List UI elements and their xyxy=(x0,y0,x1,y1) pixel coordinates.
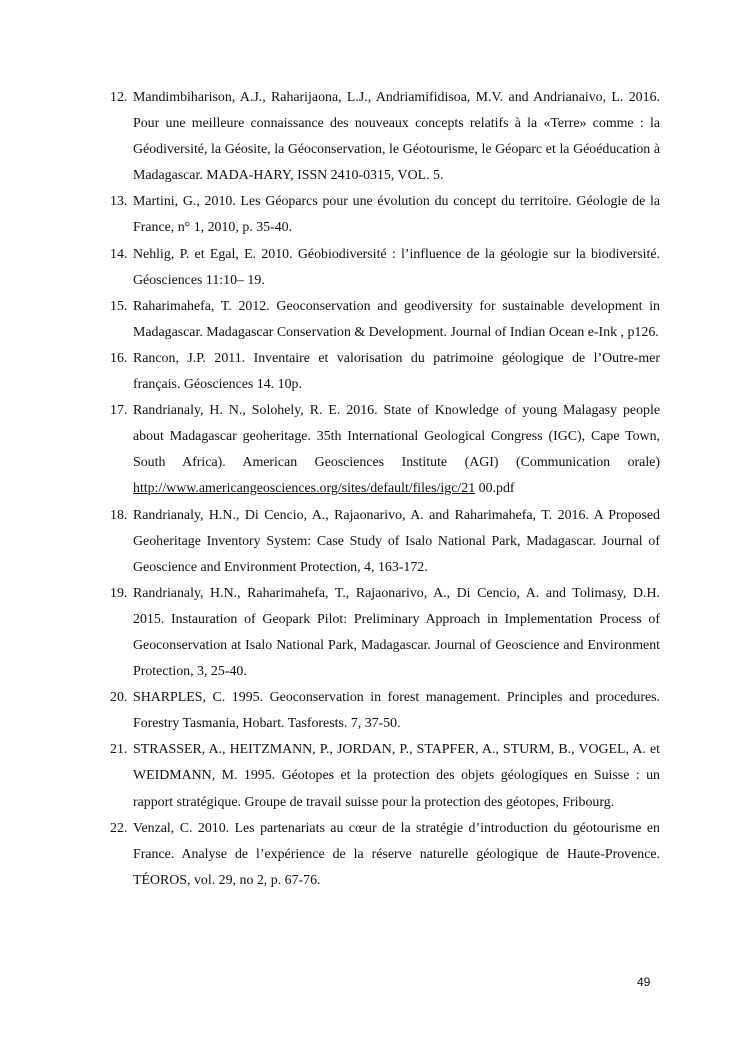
reference-url-link[interactable]: http://www.americangeosciences.org/sites/default/files/igc/21 xyxy=(133,481,476,497)
reference-number: 22. xyxy=(110,820,128,836)
reference-number: 12. xyxy=(110,90,128,105)
reference-number: 14. xyxy=(110,246,128,262)
reference-text: Randrianaly, H. N., Solohely, R. E. 2016. State of Knowledge of young Malagasy people about Madagascar geoheritage. 35th International Geological Congress (IGC), Cape Town, South Africa). American Geosciences Institute (AGI) (Communication orale) xyxy=(133,403,660,471)
reference-item xyxy=(110,737,660,815)
reference-item xyxy=(110,294,660,346)
reference-item xyxy=(110,503,660,581)
reference-text: Raharimahefa, T. 2012. Geoconservation and geodiversity for sustainable development in Madagascar. Madagascar Conservation & Development. Journal of Indian Ocean e-Ink , p126. xyxy=(133,298,660,340)
page-number: 49 xyxy=(637,975,651,989)
reference-text: Randrianaly, H.N., Raharimahefa, T., Rajaonarivo, A., Di Cencio, A. and Tolimasy, D.H. 2015. Instauration of Geopark Pilot: Preliminary Approach in Implementation Process of Geoconservation at Isalo National Park, Madagascar. Journal of Geoscience and Environment Protection, 3, 25-40. xyxy=(133,585,660,680)
reference-number: 16. xyxy=(110,350,128,366)
reference-item xyxy=(110,85,660,189)
reference-item xyxy=(110,189,660,241)
reference-text: Nehlig, P. et Egal, E. 2010. Géobiodiversité : l’influence de la géologie sur la biodiversité. Géosciences 11:10– 19. xyxy=(133,246,660,288)
reference-text: STRASSER, A., HEITZMANN, P., JORDAN, P., STAPFER, A., STURM, B., VOGEL, A. et WEIDMANN, M. 1995. Géotopes et la protection des objets géologiques en Suisse : un rapport stratégique. Groupe de travail suisse pour la protection des géotopes, Fribourg. xyxy=(133,742,660,810)
reference-text: SHARPLES, C. 1995. Geoconservation in forest management. Principles and procedures. Forestry Tasmania, Hobart. Tasforests. 7, 37-50. xyxy=(133,690,660,732)
reference-number: 20. xyxy=(110,690,128,706)
reference-number: 19. xyxy=(110,585,128,601)
reference-number: 17. xyxy=(110,403,128,419)
reference-number: 18. xyxy=(110,507,128,523)
reference-number: 21. xyxy=(110,742,128,758)
reference-url-tail: 00.pdf xyxy=(475,481,515,497)
reference-text: Mandimbiharison, A.J., Raharijaona, L.J., Andriamifidisoa, M.V. and Andrianaivo, L. 2016. Pour une meilleure connaissance des nouveaux concepts relatifs à la «Terre» comme : la Géodiversité, la Géosite, la Géoconservation, le Géotourisme, le Géoparc et la Géoéducation à Madagascar. MADA-HARY, ISSN 2410-0315, VOL. 5. xyxy=(133,90,660,184)
reference-item xyxy=(110,816,660,894)
reference-item xyxy=(110,685,660,737)
reference-item xyxy=(110,242,660,294)
reference-number: 15. xyxy=(110,298,128,314)
reference-list xyxy=(110,85,660,894)
reference-text: Martini, G., 2010. Les Géoparcs pour une évolution du concept du territoire. Géologie de la France, n° 1, 2010, p. 35-40. xyxy=(133,194,660,236)
reference-item xyxy=(110,346,660,398)
reference-item xyxy=(110,581,660,685)
reference-text: Venzal, C. 2010. Les partenariats au cœur de la stratégie d’introduction du géotourisme en France. Analyse de l’expérience de la réserve naturelle géologique de Haute-Provence. TÉOROS, vol. 29, no 2, p. 67-76. xyxy=(133,820,660,888)
reference-text: Rancon, J.P. 2011. Inventaire et valorisation du patrimoine géologique de l’Outre-mer français. Géosciences 14. 10p. xyxy=(133,350,660,393)
reference-item xyxy=(110,398,660,502)
reference-text: Randrianaly, H.N., Di Cencio, A., Rajaonarivo, A. and Raharimahefa, T. 2016. A Proposed Geoheritage Inventory System: Case Study of Isalo National Park, Madagascar. Journal of Geoscience and Environment Protection, 4, 163-172. xyxy=(133,507,660,575)
reference-number: 13. xyxy=(110,194,128,210)
